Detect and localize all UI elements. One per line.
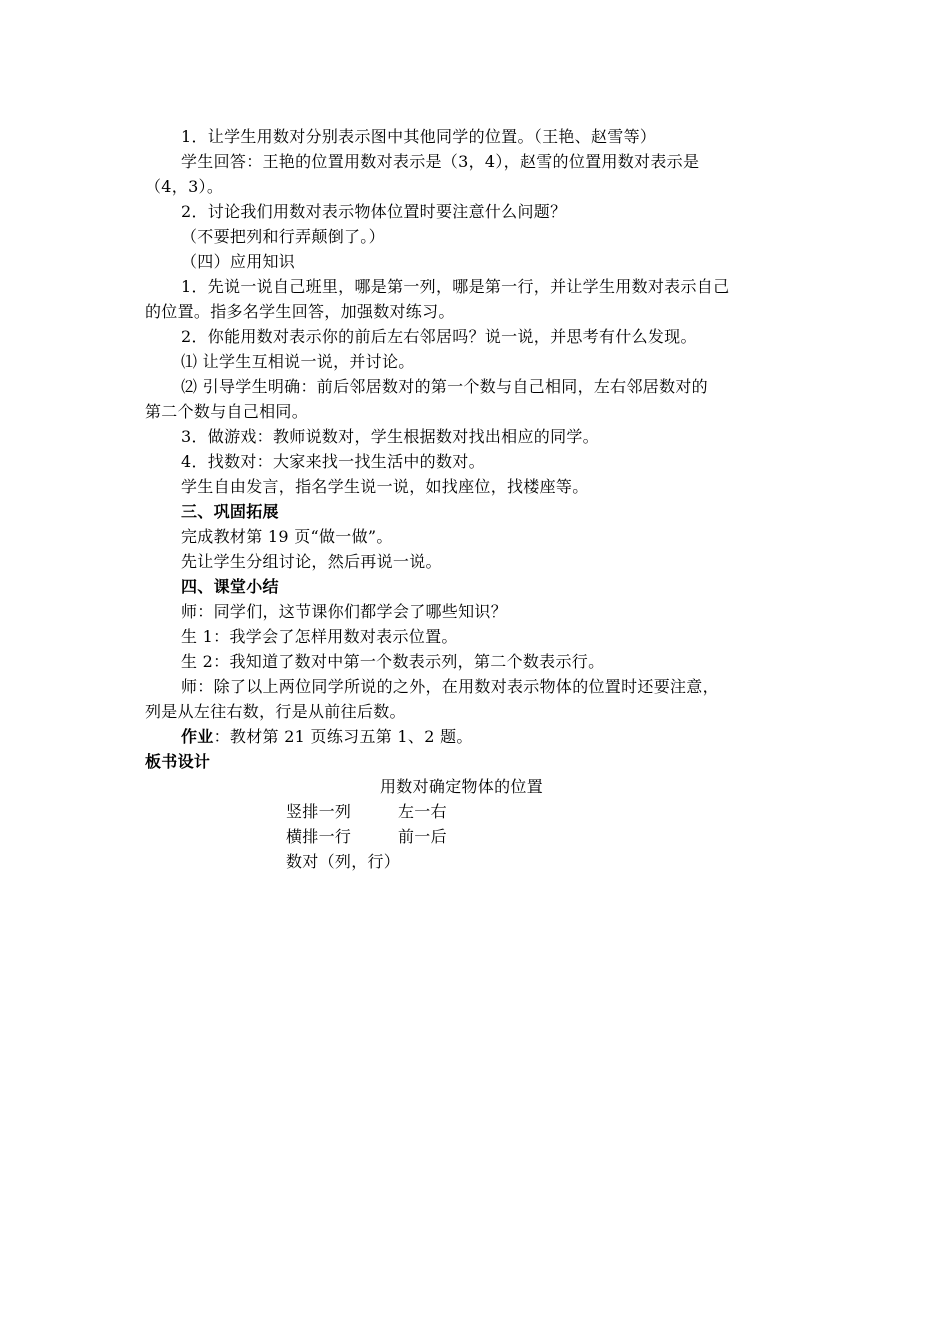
board-row1-right: 左一右 [398,802,447,821]
paragraph-17-line-1: 师：除了以上两位同学所说的之外，在用数对表示物体的位置时还要注意， [181,677,719,696]
paragraph-10: 4．找数对：大家来找一找生活中的数对。 [181,452,485,471]
section-heading-apply: （四）应用知识 [181,252,296,271]
paragraph-13: 先让学生分组讨论，然后再说一说。 [181,552,442,571]
paragraph-1: 1．让学生用数对分别表示图中其他同学的位置。（王艳、赵雪等） [181,127,657,146]
paragraph-16: 生 2：我知道了数对中第一个数表示列，第二个数表示行。 [181,652,605,671]
board-row2-left: 横排一行 [286,827,352,846]
paragraph-8-line-1: ⑵ 引导学生明确：前后邻居数对的第一个数与自己相同，左右邻居数对的 [181,377,708,396]
paragraph-9: 3．做游戏：教师说数对，学生根据数对找出相应的同学。 [181,427,599,446]
paragraph-11: 学生自由发言，指名学生说一说，如找座位，找楼座等。 [181,477,589,496]
paragraph-4: （不要把列和行弄颠倒了。） [181,227,385,246]
paragraph-2-line-2: （4，3）。 [145,177,224,196]
board-design-heading: 板书设计 [145,752,211,771]
paragraph-12: 完成教材第 19 页“做一做”。 [181,527,393,546]
section-heading-consolidate: 三、巩固拓展 [181,502,279,521]
board-title: 用数对确定物体的位置 [380,777,544,796]
paragraph-3: 2．讨论我们用数对表示物体位置时要注意什么问题？ [181,202,567,221]
board-row3: 数对（列，行） [286,852,401,871]
paragraph-2-line-1: 学生回答：王艳的位置用数对表示是（3，4），赵雪的位置用数对表示是 [181,152,700,171]
paragraph-6: 2．你能用数对表示你的前后左右邻居吗？说一说，并思考有什么发现。 [181,327,697,346]
paragraph-14: 师：同学们，这节课你们都学会了哪些知识？ [181,602,508,621]
homework-label: 作业 [181,727,214,746]
paragraph-8-line-2: 第二个数与自己相同。 [145,402,309,421]
paragraph-17-line-2: 列是从左往右数，行是从前往后数。 [145,702,406,721]
homework-text: ：教材第 21 页练习五第 1、2 题。 [213,727,473,746]
board-row2-right: 前一后 [398,827,447,846]
board-row1-left: 竖排一列 [286,802,352,821]
paragraph-15: 生 1：我学会了怎样用数对表示位置。 [181,627,458,646]
homework-line [145,724,807,749]
section-heading-summary: 四、课堂小结 [181,577,279,596]
paragraph-7: ⑴ 让学生互相说一说，并讨论。 [181,352,415,371]
paragraph-5-line-2: 的位置。指多名学生回答，加强数对练习。 [145,302,455,321]
paragraph-5-line-1: 1．先说一说自己班里，哪是第一列，哪是第一行，并让学生用数对表示自己 [181,277,730,296]
